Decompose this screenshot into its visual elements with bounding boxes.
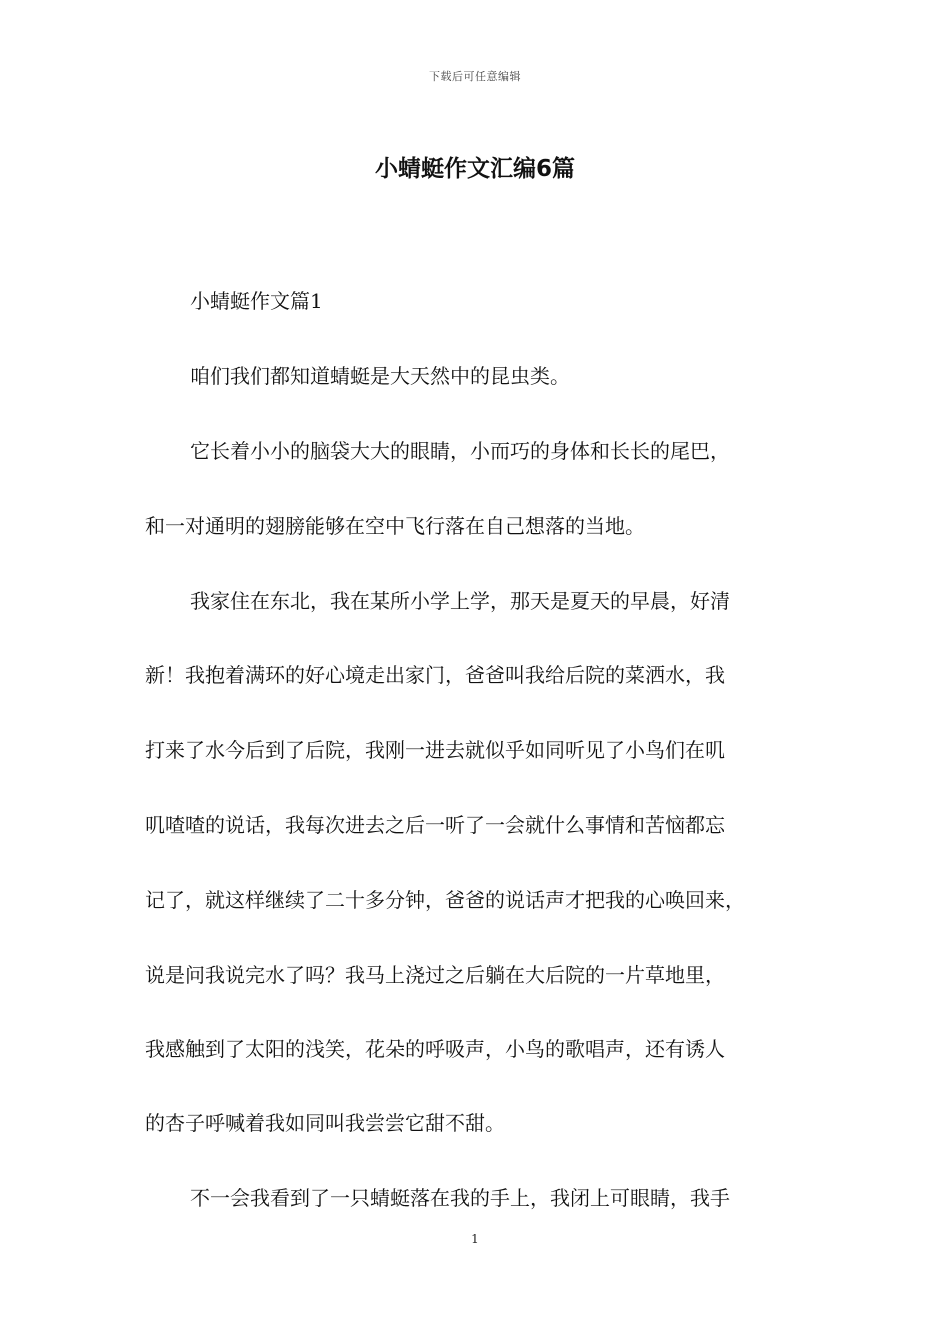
paragraph-line: 我家住在东北，我在某所小学上学，那天是夏天的早晨，好清 bbox=[190, 589, 730, 613]
document-title: 小蜻蜓作文汇编6篇 bbox=[374, 156, 575, 182]
paragraph-line: 新！我抱着满环的好心境走出家门，爸爸叫我给后院的菜洒水，我 bbox=[145, 663, 725, 687]
paragraph-line: 的杏子呼喊着我如同叫我尝尝它甜不甜。 bbox=[145, 1111, 505, 1135]
page-number: 1 bbox=[471, 1232, 479, 1246]
header-note: 下载后可任意编辑 bbox=[429, 70, 521, 83]
paragraph-line: 咱们我们都知道蜻蜓是大天然中的昆虫类。 bbox=[190, 364, 570, 388]
paragraph-line: 说是问我说完水了吗？我马上浇过之后躺在大后院的一片草地里， bbox=[145, 963, 725, 987]
paragraph-line: 不一会我看到了一只蜻蜓落在我的手上，我闭上可眼睛，我手 bbox=[190, 1186, 730, 1210]
paragraph-line: 叽喳喳的说话，我每次进去之后一听了一会就什么事情和苦恼都忘 bbox=[145, 813, 725, 837]
paragraph-line: 我感触到了太阳的浅笑，花朵的呼吸声，小鸟的歌唱声，还有诱人 bbox=[145, 1037, 725, 1061]
paragraph-line: 记了，就这样继续了二十多分钟，爸爸的说话声才把我的心唤回来， bbox=[145, 888, 745, 912]
paragraph-line: 它长着小小的脑袋大大的眼睛，小而巧的身体和长长的尾巴， bbox=[190, 439, 730, 463]
paragraph-line: 和一对通明的翅膀能够在空中飞行落在自己想落的当地。 bbox=[145, 514, 645, 538]
paragraph-line: 打来了水今后到了后院，我刚一进去就似乎如同听见了小鸟们在叽 bbox=[145, 738, 725, 762]
section-heading: 小蜻蜓作文篇1 bbox=[190, 289, 323, 313]
